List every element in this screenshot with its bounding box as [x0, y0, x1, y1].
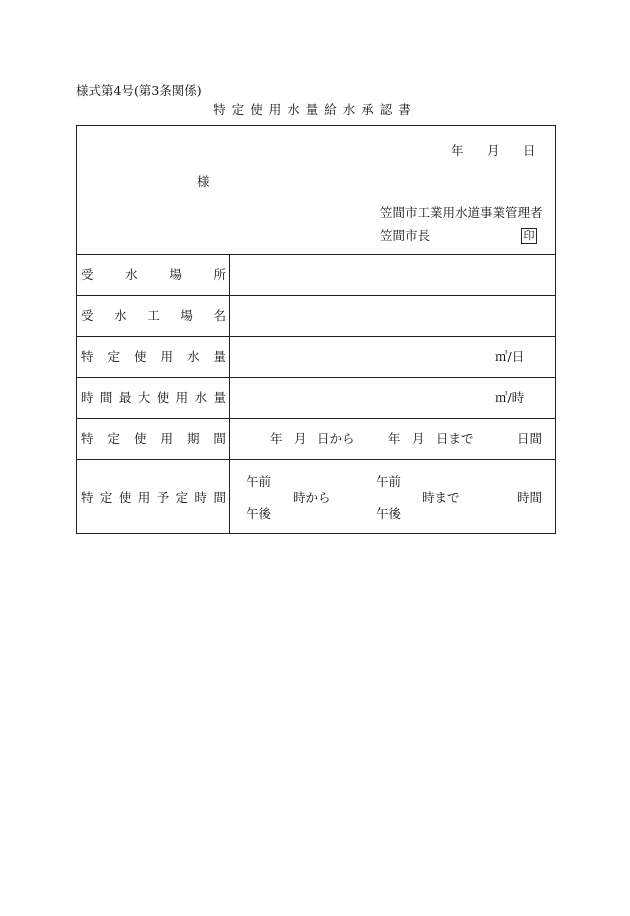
time-am-to: 午前: [376, 474, 402, 489]
period-days: 日間: [517, 431, 543, 446]
time-am-from: 午前: [246, 474, 272, 489]
date-day: 日: [523, 143, 536, 158]
seal-mark: [521, 228, 537, 244]
period-from: 日から: [317, 431, 355, 446]
label-max-hourly-volume: 時 間 最 大 使 用 水 量: [81, 390, 226, 405]
label-receiving-factory: 受 水 工 場 名: [81, 308, 226, 323]
column-divider: [229, 254, 230, 534]
label-receiving-place: 受 水 場 所: [81, 267, 226, 282]
divider: [77, 336, 555, 337]
time-from: 時から: [293, 490, 331, 505]
period-month-to: 月: [412, 431, 425, 446]
unit-per-day: ㎥/日: [495, 349, 525, 364]
divider: [77, 254, 555, 255]
divider: [77, 418, 555, 419]
divider: [77, 459, 555, 460]
period-year-from: 年: [270, 431, 283, 446]
time-pm-from: 午後: [246, 506, 272, 521]
date-month: 月: [487, 143, 500, 158]
period-month-from: 月: [294, 431, 307, 446]
date-year: 年: [451, 143, 464, 158]
approval-form: [76, 125, 556, 534]
time-until: 時まで: [422, 490, 460, 505]
label-usage-period: 特 定 使 用 期 間: [81, 431, 226, 446]
document-title: 特定使用水量給水承認書: [213, 102, 417, 117]
unit-per-hour: ㎥/時: [495, 390, 525, 405]
label-scheduled-time: 特 定 使 用 予 定 時 間: [81, 490, 226, 505]
period-until: 日まで: [436, 431, 474, 446]
addressee-suffix: 様: [197, 174, 210, 189]
issuer-title: 笠間市工業用水道事業管理者: [380, 205, 543, 220]
label-specified-water-volume: 特 定 使 用 水 量: [81, 349, 226, 364]
time-pm-to: 午後: [376, 506, 402, 521]
period-year-to: 年: [388, 431, 401, 446]
divider: [77, 377, 555, 378]
seal-icon: 印: [521, 228, 537, 244]
issuer-name: 笠間市長: [380, 228, 431, 243]
time-hours: 時間: [517, 490, 543, 505]
divider: [77, 295, 555, 296]
form-number: 様式第4号(第3条関係): [76, 83, 202, 98]
